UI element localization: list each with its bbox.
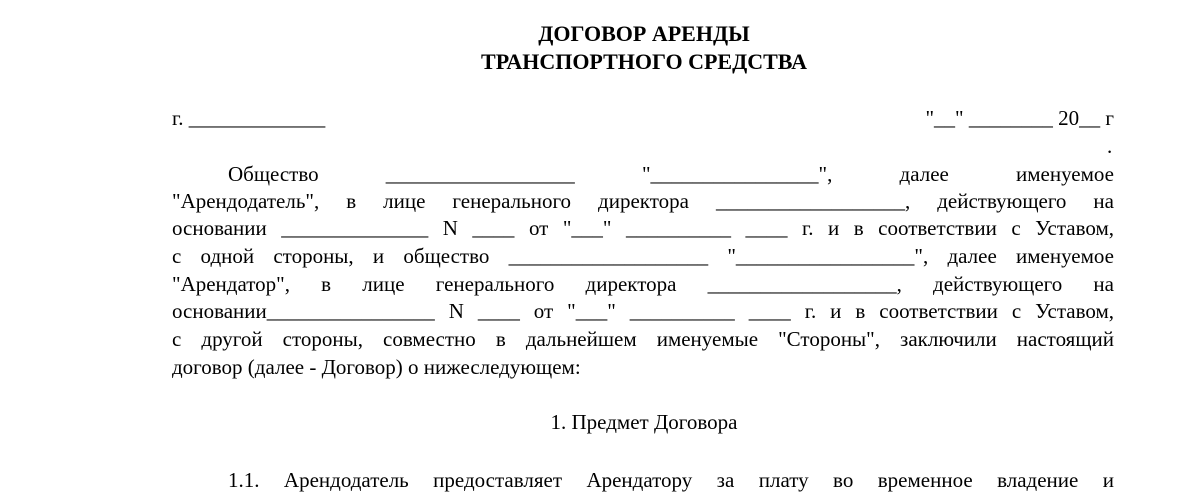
preamble-line-1: Общество __________________ "________________", далее именуемое <box>228 162 1114 186</box>
preamble-line-7: с другой стороны, совместно в дальнейшем именуемые "Стороны", заключили настоящий <box>172 327 1114 351</box>
section-1-heading: 1. Предмет Договора <box>550 410 738 434</box>
preamble-line-6: основании________________ N ____ от "___" __________ ____ г. и в соответствии с Уставом, <box>172 299 1114 323</box>
preamble-line-2: "Арендодатель", в лице генерального директора __________________, действующего на <box>172 189 1114 213</box>
date-field: "__" ________ 20__ г <box>925 106 1114 130</box>
preamble-line-4: с одной стороны, и общество ___________________ "_________________", далее именуемое <box>172 244 1114 268</box>
preamble-line-8: договор (далее - Договор) о нижеследующем: <box>172 355 581 379</box>
place-field: г. _____________ <box>172 106 326 130</box>
document-title-line-1: ДОГОВОР АРЕНДЫ <box>538 21 750 46</box>
clause-1-1: 1.1. Арендодатель предоставляет Арендатору за плату во временное владение и <box>228 468 1114 492</box>
preamble-line-3: основании ______________ N ____ от "___" __________ ____ г. и в соответствии с Уставом, <box>172 216 1114 240</box>
date-dot: . <box>1107 134 1113 158</box>
document-title-line-2: ТРАНСПОРТНОГО СРЕДСТВА <box>481 49 807 74</box>
preamble-line-5: "Арендатор", в лице генерального директора __________________, действующего на <box>172 272 1114 296</box>
